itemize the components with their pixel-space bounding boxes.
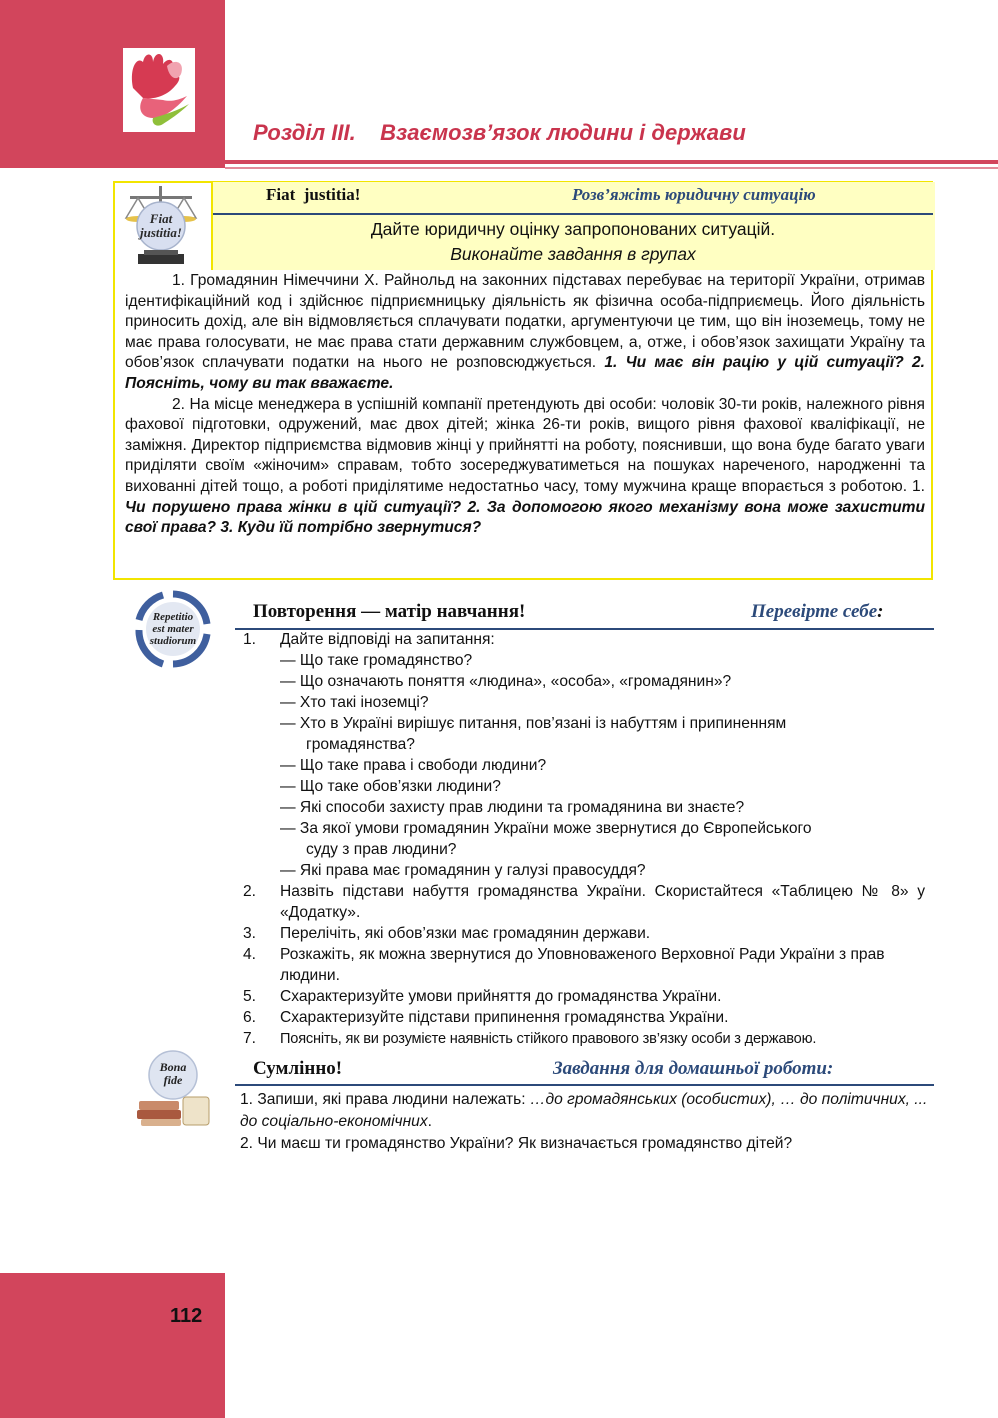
homework-task-1 [240, 1089, 930, 1133]
question-text: громадянства? [306, 736, 415, 753]
case-situations [125, 271, 925, 539]
situation-1-questions: 1. Чи має він рацію у цій ситуації? 2. Поясніть, чому ви так вважаєте. [125, 354, 925, 392]
case-instruction-groups: Виконайте завдання в групах [450, 244, 696, 264]
list-item-number: 1. [243, 631, 257, 648]
question-text: — Що таке обов’язки людини? [280, 778, 501, 795]
homework-rule [235, 1084, 934, 1086]
question-text: — Що таке права і свободи людини? [280, 757, 547, 774]
question-text: — Що таке громадянство? [280, 652, 473, 669]
repetitio-icon-text-1: Repetitio [152, 611, 194, 623]
chapter-title: Розділ ІІІ. Взаємозв’язок людини і держави [253, 120, 746, 145]
case-instruction: Дайте юридичну оцінку запропонованих ситуацій. [370, 219, 776, 239]
repetitio-icon-text-2: est mater [152, 623, 194, 635]
case-task-title: Розв’яжіть юридичну ситуацію [572, 185, 816, 204]
list-item-number: 3. [243, 925, 257, 942]
review-task-title [751, 601, 883, 623]
repetitio-icon-text-3: studiorum [149, 635, 197, 647]
situation-2-questions: Чи порушено права жінки в цій ситуації? 2. За допомогою якого механізму вона може захистити свої права? 3. Куди їй потрібно звернутися? [125, 498, 925, 537]
list-item-text: Схарактеризуйте підстави припинення громадянства України. [280, 1009, 729, 1026]
situation-1-text: 1. Громадянин Німеччини Х. Райнольд на законних підставах перебуває на території України, отримав ідентифікаційний код і здійснює підприємницьку діяльність як фізична особа-підприємець. Його діяльність приносить дохід, але він відмовляється сплачувати податки, аргументуючи це тим, що він іноземець, тому не має права голосувати, не має права стати державним службовцем, а, отже, і обов’язок захищати Україну та обов’язок сплачувати податки на нього не розповсюджується. [125, 272, 925, 372]
bona-icon-text-2: fide [163, 1073, 183, 1087]
review-task-colon: : [877, 601, 884, 622]
list-item-text: Розкажіть, як можна звернутися до Уповноваженого Верховної Ради України з прав людини. [280, 946, 885, 984]
list-item-number: 2. [243, 883, 257, 900]
situation-2 [125, 395, 925, 539]
homework-task-2: 2. Чи маєш ти громадянство України? Як визначається громадянство дітей? [240, 1135, 793, 1152]
question-text: — Хто такі іноземці? [280, 694, 429, 711]
list-item-number: 4. [243, 946, 257, 963]
list-item-number: 7. [243, 1030, 257, 1047]
repetitio-cycle-icon [133, 590, 213, 668]
list-item-text: Поясніть, як ви розумієте наявність стійкого правового зв’язку особи з державою. [280, 1031, 817, 1047]
homework-task-1-end: . [427, 1113, 432, 1130]
list-item-number: 5. [243, 988, 257, 1005]
question-text: — За якої умови громадянин України може звернутися до Європейського [280, 820, 812, 837]
footer-band [0, 1273, 225, 1418]
question-text: — Які способи захисту прав людини та громадянина ви знаєте? [280, 799, 745, 816]
homework-task-1-lead: 1. Запиши, які права людини належать: [240, 1091, 526, 1108]
situation-1 [125, 271, 925, 395]
page-number: 112 [170, 1305, 203, 1327]
list-item-text: Перелічіть, які обов’язки має громадянин держави. [280, 925, 651, 942]
list-item-text: Схарактеризуйте умови прийняття до громадянства України. [280, 988, 722, 1005]
list-item-number: 6. [243, 1009, 257, 1026]
fiat-icon-text-2: justitia! [140, 225, 182, 240]
situation-2-text: 2. На місце менеджера в успішній компанії претендують дві особи: чоловік 30-ти років, належного рівня фахової підготовки, одружений, має двох дітей; жінка 26-ти років, вищого рівня фахової кваліфікації, не заміжня. Директор підприємства відмовив жінці у прийнятті на роботу, пояснивши, що вона буде багато уваги приділяти своїм «жіночим» справам, тобто зосереджуватиметься на пошуках нареченого, народженні та вихованні дітей тощо, а роботі приділятиме недостатньо часу, тому мужчина краще впорається з роботою. 1. [125, 395, 925, 495]
scales-globe-icon [122, 182, 200, 268]
header-rule [225, 160, 998, 164]
dove-hand-logo-icon [123, 48, 195, 132]
bona-icon-text-1: Bona [159, 1060, 187, 1074]
header-rule-thin [225, 167, 998, 169]
list-item-text: Дайте відповіді на запитання: [280, 631, 495, 648]
homework-title: Сумлінно! [253, 1058, 343, 1079]
question-text: — Які права має громадянин у галузі правосуддя? [280, 862, 646, 879]
question-text: — Що означають поняття «людина», «особа», «громадянин»? [280, 673, 732, 690]
bona-fide-books-icon [133, 1045, 213, 1127]
list-item-text: Назвіть підстави набуття громадянства України. Скористайтеся «Таблицею № 8» у «Додатку». [280, 883, 925, 921]
review-task-label: Перевірте себе [751, 601, 878, 622]
review-title: Повторення — матір навчання! [253, 601, 526, 622]
question-text: — Хто в Україні вирішує питання, пов’язані із набуттям і припиненням [280, 715, 787, 732]
homework-task-title: Завдання для домашньої роботи: [553, 1058, 834, 1079]
homework-task-1-italic: …до громадянських (особистих), … до політичних, ... до соціально-економічних [240, 1091, 928, 1130]
case-header-rule [213, 213, 933, 215]
case-label: Fiat justitia! [266, 185, 361, 204]
fiat-icon-text-1: Fiat [149, 211, 173, 226]
question-text: суду з прав людини? [306, 841, 457, 858]
homework-tasks [240, 1089, 930, 1155]
